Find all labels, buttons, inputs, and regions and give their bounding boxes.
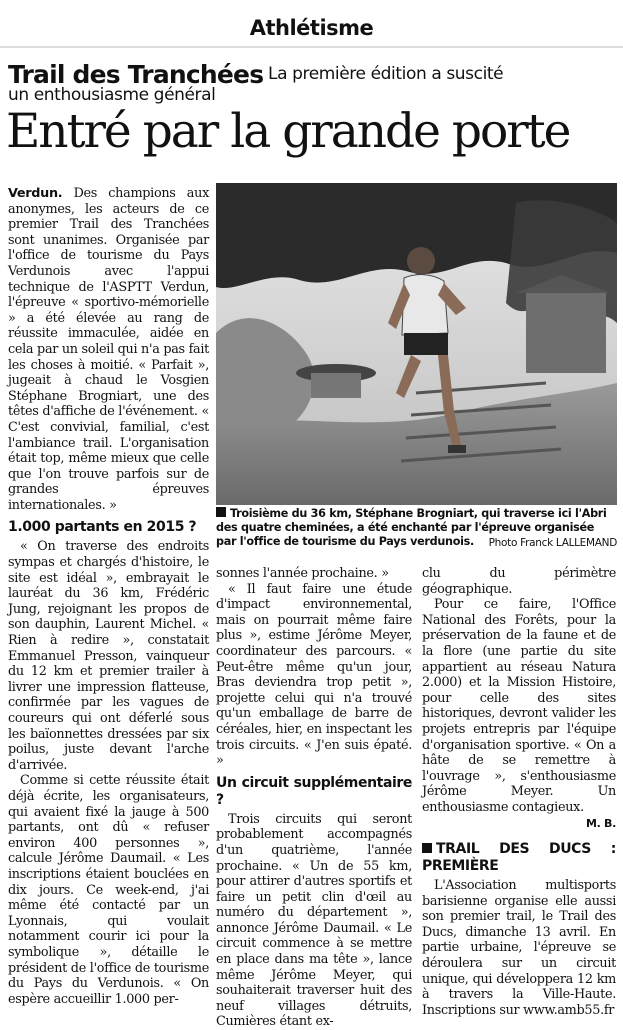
caption-bullet-icon	[216, 507, 226, 517]
kicker-title: Trail des Tranchées	[8, 60, 264, 89]
runner-photo	[216, 183, 617, 505]
paragraph: Pour ce faire, l'Office National des Forêts, pour la préservation de la faune et de la flore (une partie du site appartient au réseau Natura 2.000) et la Mission Histoire, pour celle des sites historiques, devront valider les projets entrepris par l'équipe d'organisation sportive. « On a hâte de se remettre à l'ouvrage », s'enthousiasme Jérôme Meyer. Un enthousiasme contagieux.	[422, 597, 616, 815]
dateline: Verdun.	[8, 186, 63, 201]
paragraph: sonnes l'année prochaine. »	[216, 566, 389, 581]
headline: Entré par la grande porte	[6, 104, 570, 159]
sidebar-box-title-text: TRAIL DES DUCS : PREMIÈRE	[422, 841, 616, 875]
paragraph: « Il faut faire une étude d'impact environnemental, mais on pourrait même faire plus », estime Jérôme Meyer, coordinateur des parcours. « Peut-être même qu'un jour, Bras deviendra trop petit », projette celui qui n'a trouvé qu'un emballage de barre de céréales, hier, en inspectant les trois circuits. « J'en suis épaté. »	[216, 581, 412, 769]
column-1	[8, 186, 209, 1007]
paragraph: clu du périmètre géographique.	[422, 566, 616, 597]
kicker-subtitle-cont: un enthousiasme général	[8, 85, 216, 105]
subhead-1: 1.000 partants en 2015 ?	[8, 519, 197, 536]
lead-text: Des champions aux anonymes, les acteurs de ce premier Trail des Tranchées sont unanimes. Organisée par l'office de tourisme du Pays Verdunois avec l'appui technique de l'ASPTT Verdun, l'épreuve « sportivo-mémorielle » a été élevée au rang de réussite immaculée, aidée en cela par un soleil qui n'a pas fait les choses à moitié. « Parfait », jugeait à chaud le Vosgien Stéphane Brogniart, une des têtes d'affiche de l'événement. « C'est convivial, familial, c'est l'ambiance trail. L'organisation était top, même mieux que celle que l'on trouve parfois sur de grandes épreuves internationales. »	[8, 186, 209, 513]
paragraph: Comme si cette réussite était déjà écrite, les organisateurs, qui avaient fixé la jauge à 500 partants, ont dû « refuser environ 400 personnes », calcule Jérôme Daumail. « Les inscriptions étaient bouclées en dix jours. Ce week-end, j'ai même été contacté par un Lyonnais, qui voulait notamment courir ici pour la symbolique », détaille le président de l'office de tourisme du Pays du Verdunois. « On espère accueillir 1.000 per-	[8, 773, 209, 1007]
photo-credit: Photo Franck LALLEMAND	[488, 537, 617, 550]
sidebar-box-title	[422, 841, 616, 875]
subhead-2: Un circuit supplémentaire ?	[216, 774, 412, 808]
photo-caption	[216, 507, 617, 551]
paragraph: Trois circuits qui seront probablement accompagnés d'un quatrième, l'année prochaine. « Un de 55 km, pour attirer d'autres sportifs et faire un petit clin d'œil au numéro du département », annonce Jérôme Daumail. « Le circuit commence à se mettre en place dans ma tête », lance même Jérôme Meyer, qui souhaiterait traverser huit des neuf villages détruits, Cumières étant ex-	[216, 811, 412, 1030]
photo	[216, 183, 617, 505]
sidebar-box-text: L'Association multisports barisienne organise elle aussi son premier trail, le Trail des Ducs, dimanche 13 avril. En partie urbaine, l'épreuve se déroulera sur un circuit unique, qui développera 12 km à travers la Ville-Haute. Inscriptions sur www.amb55.fr	[422, 878, 616, 1018]
kicker-subtitle: La première édition a suscité	[268, 64, 504, 84]
top-rule	[0, 44, 623, 58]
caption-text: Troisième du 36 km, Stéphane Brogniart, qui traverse ici l'Abri des quatre cheminées, a été enchanté par l'épreuve organisée par l'office de tourisme du Pays verdunois.	[216, 507, 607, 549]
section-title: Athlétisme	[249, 16, 374, 40]
lead-paragraph	[8, 186, 209, 513]
author-signature: M. B.	[585, 816, 616, 830]
box-bullet-icon	[422, 843, 432, 853]
column-3	[422, 566, 616, 1018]
paragraph: « On traverse des endroits sympas et chargés d'histoire, le site est idéal », embrayait le lauréat du 36 km, Frédéric Jung, rejoignant les propos de son dauphin, Laurent Michel. « Rien à redire », constatait Emmanuel Presson, vainqueur du 12 km et premier trailer à livrer une impression flatteuse, confirmée par les vagues de coureurs qui ont déferlé sous les baïonnettes dressées par six poilus, juste devant l'arche d'arrivée.	[8, 539, 209, 773]
column-2	[216, 566, 412, 1030]
